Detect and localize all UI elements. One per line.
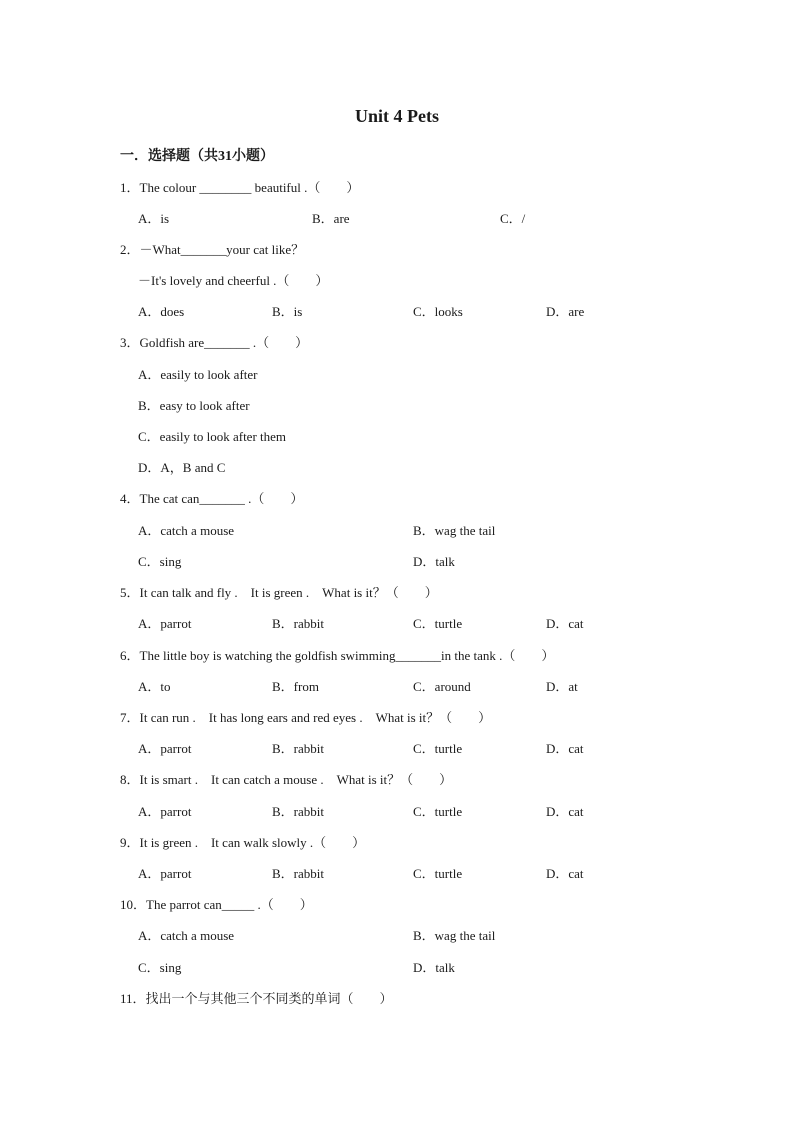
question-8-option-c[interactable]: C．turtle <box>413 804 463 819</box>
question-9-stem: 9．It is green . It can walk slowly .（ ） <box>120 835 366 850</box>
question-1-option-a[interactable]: A．is <box>138 211 170 226</box>
question-8-option-b[interactable]: B．rabbit <box>272 804 324 819</box>
question-2-option-c[interactable]: C．looks <box>413 304 463 319</box>
question-4-option-d[interactable]: D．talk <box>413 554 455 569</box>
question-7-option-b[interactable]: B．rabbit <box>272 741 324 756</box>
question-1-option-c[interactable]: C．/ <box>500 211 526 226</box>
question-9-option-b[interactable]: B．rabbit <box>272 866 324 881</box>
question-5-option-c[interactable]: C．turtle <box>413 616 463 631</box>
question-5-option-b[interactable]: B．rabbit <box>272 616 324 631</box>
question-7-option-c[interactable]: C．turtle <box>413 741 463 756</box>
question-2-option-a[interactable]: A．does <box>138 304 185 319</box>
question-9-option-c[interactable]: C．turtle <box>413 866 463 881</box>
question-1-option-b[interactable]: B．are <box>312 211 350 226</box>
question-5-stem: 5．It can talk and fly . It is green . What is it？（ ） <box>120 585 438 600</box>
question-4-option-b[interactable]: B．wag the tail <box>413 523 496 538</box>
question-5-option-d[interactable]: D．cat <box>546 616 584 631</box>
question-6-stem: 6．The little boy is watching the goldfish swimming_______in the tank .（ ） <box>120 648 555 663</box>
question-8-option-a[interactable]: A．parrot <box>138 804 192 819</box>
question-6-option-c[interactable]: C．around <box>413 679 471 694</box>
question-3-option-a[interactable]: A．easily to look after <box>138 367 258 382</box>
question-7-option-a[interactable]: A．parrot <box>138 741 192 756</box>
question-3-option-b[interactable]: B．easy to look after <box>138 398 250 413</box>
question-4-option-a[interactable]: A．catch a mouse <box>138 523 235 538</box>
question-2-option-b[interactable]: B．is <box>272 304 303 319</box>
question-10-option-d[interactable]: D．talk <box>413 960 455 975</box>
page-title: Unit 4 Pets <box>355 106 439 126</box>
section-heading: 一．选择题（共31小题） <box>120 149 274 164</box>
question-2-stem: 2．－What_______your cat like？ <box>120 242 305 257</box>
question-6-option-b[interactable]: B．from <box>272 679 319 694</box>
question-8-stem: 8．It is smart . It can catch a mouse . What is it？（ ） <box>120 772 453 787</box>
question-3-option-c[interactable]: C．easily to look after them <box>138 429 287 444</box>
question-4-stem: 4．The cat can_______ .（ ） <box>120 491 304 506</box>
question-2-response: －It's lovely and cheerful .（ ） <box>138 273 329 288</box>
question-9-option-d[interactable]: D．cat <box>546 866 584 881</box>
question-7-option-d[interactable]: D．cat <box>546 741 584 756</box>
question-11-stem: 11．找出一个与其他三个不同类的单词（ ） <box>120 991 393 1006</box>
question-7-stem: 7．It can run . It has long ears and red eyes . What is it？（ ） <box>120 710 492 725</box>
question-1-stem: 1．The colour ________ beautiful .（ ） <box>120 180 360 195</box>
question-10-option-c[interactable]: C．sing <box>138 960 182 975</box>
question-6-option-d[interactable]: D．at <box>546 679 578 694</box>
question-3-stem: 3．Goldfish are_______ .（ ） <box>120 335 309 350</box>
question-4-option-c[interactable]: C．sing <box>138 554 182 569</box>
question-3-option-d[interactable]: D．A，B and C <box>138 460 226 475</box>
question-10-stem: 10．The parrot can_____ .（ ） <box>120 897 313 912</box>
question-9-option-a[interactable]: A．parrot <box>138 866 192 881</box>
question-6-option-a[interactable]: A．to <box>138 679 171 694</box>
question-2-option-d[interactable]: D．are <box>546 304 585 319</box>
question-10-option-a[interactable]: A．catch a mouse <box>138 928 235 943</box>
question-10-option-b[interactable]: B．wag the tail <box>413 928 496 943</box>
question-8-option-d[interactable]: D．cat <box>546 804 584 819</box>
question-5-option-a[interactable]: A．parrot <box>138 616 192 631</box>
